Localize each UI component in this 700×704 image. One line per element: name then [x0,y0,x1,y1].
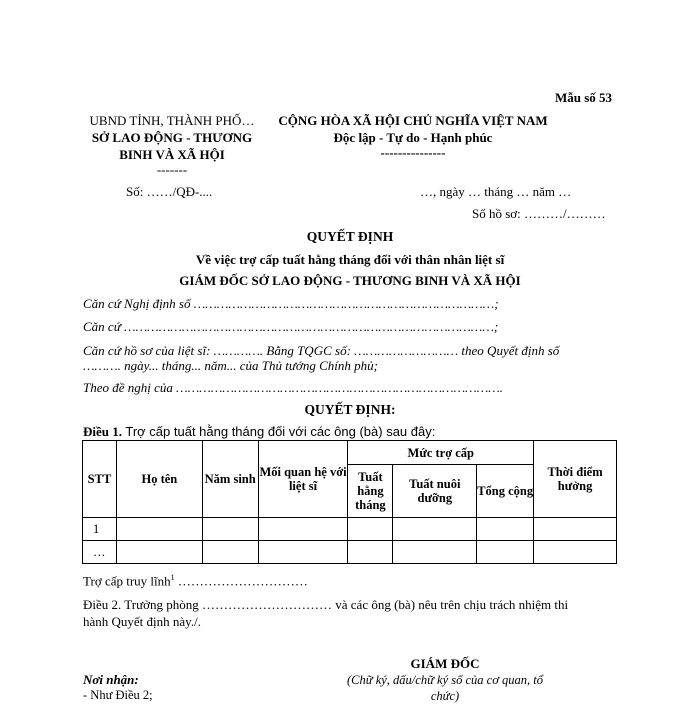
document-subject: Về việc trợ cấp tuất hằng tháng đối với thân nhân liệt sĩ [195,252,505,267]
article-2-line-2: hành Quyết định này./. [83,614,201,629]
beneficiary-table [82,440,617,564]
header-birth-year: Năm sinh [202,441,258,518]
article-1-label: Điều 1. [83,424,122,439]
national-heading [268,112,558,160]
file-number: Số hồ sơ: ………/……… [472,206,606,221]
issuing-authority: GIÁM ĐỐC SỞ LAO ĐỘNG - THƯƠNG BINH VÀ XÃ HỘI [179,273,521,288]
row-birth-year [202,518,258,541]
row-total [477,518,534,541]
header-nurture: Tuất nuôi dưỡng [393,465,477,518]
header-total: Tổng cộng [477,465,534,518]
basis-line-5: Theo đề nghị của …………………………………………………………………………. [83,380,504,395]
recipients-label: Nơi nhận: [83,672,139,687]
row-name [116,518,202,541]
row-time [534,541,617,564]
basis-line-4: ………. ngày... tháng... năm... của Thủ tướng Chính phủ; [83,358,378,373]
document-number: Số: ……/QĐ-.... [126,184,213,199]
retroactive-allowance [83,573,308,589]
row-relation [258,518,348,541]
retro-label: Trợ cấp truy lĩnh [83,573,171,589]
document-title: QUYẾT ĐỊNH [306,229,394,244]
row-nurture [393,541,477,564]
date-line: …, ngày … tháng … năm … [420,184,572,199]
recipient-item: - Như Điều 2; [83,688,153,702]
nation-motto: Độc lập - Tự do - Hạnh phúc [333,130,493,145]
row-monthly [348,541,393,564]
basis-line-1: Căn cứ Nghị định số ……………………………………………………………………; [83,296,499,311]
decides-heading: QUYẾT ĐỊNH: [304,402,396,417]
header-name: Họ tên [116,441,202,518]
row-total [477,541,534,564]
retro-footnote: 1 [170,573,175,582]
org-line-2: SỞ LAO ĐỘNG - THƯƠNG [91,130,253,145]
header-monthly: Tuất hằng tháng [348,465,393,518]
row-nurture [393,518,477,541]
basis-line-3: Căn cứ hồ sơ của liệt sĩ: …………. Bằng TQGC số: ……………………… theo Quyết định số [83,343,560,358]
article-1-text: Trợ cấp tuất hằng tháng đối với các ông (bà) sau đây: [122,424,436,439]
org-line-1: UBND TỈNH, THÀNH PHỐ… [89,113,255,128]
nation-divider: --------------- [380,145,446,160]
nation-name: CỘNG HÒA XÃ HỘI CHỦ NGHĨA VIỆT NAM [278,113,548,128]
row-birth-year [202,541,258,564]
form-number: Mẫu số 53 [555,90,613,105]
row-stt: 1 [83,518,117,541]
header-time: Thời điểm hưởng [534,441,617,518]
row-monthly [348,518,393,541]
org-line-3: BINH VÀ XÃ HỘI [119,147,225,162]
table-row [83,541,617,564]
row-time [534,518,617,541]
header-relation: Mối quan hệ với liệt sĩ [258,441,348,518]
header-allowance-group: Mức trợ cấp [348,441,534,465]
basis-line-2: Căn cứ ……………………………………………………………………………………; [83,319,499,334]
issuing-organization [72,112,272,177]
row-relation [258,541,348,564]
signature-note: (Chữ ký, dấu/chữ ký số của cơ quan, tổ chức) [347,673,543,703]
row-stt: … [83,541,117,564]
article-1 [83,424,435,440]
signature-title: GIÁM ĐỐC [410,656,480,671]
article-2-line-1: Điều 2. Trưởng phòng ………………………… và các ông (bà) nêu trên chịu trách nhiệm thi [83,597,569,612]
org-divider: ------- [156,162,188,177]
article-2 [83,596,568,630]
header-stt: STT [83,441,117,518]
row-name [116,541,202,564]
table-row [83,518,617,541]
retro-dots: ………………………… [174,573,308,589]
